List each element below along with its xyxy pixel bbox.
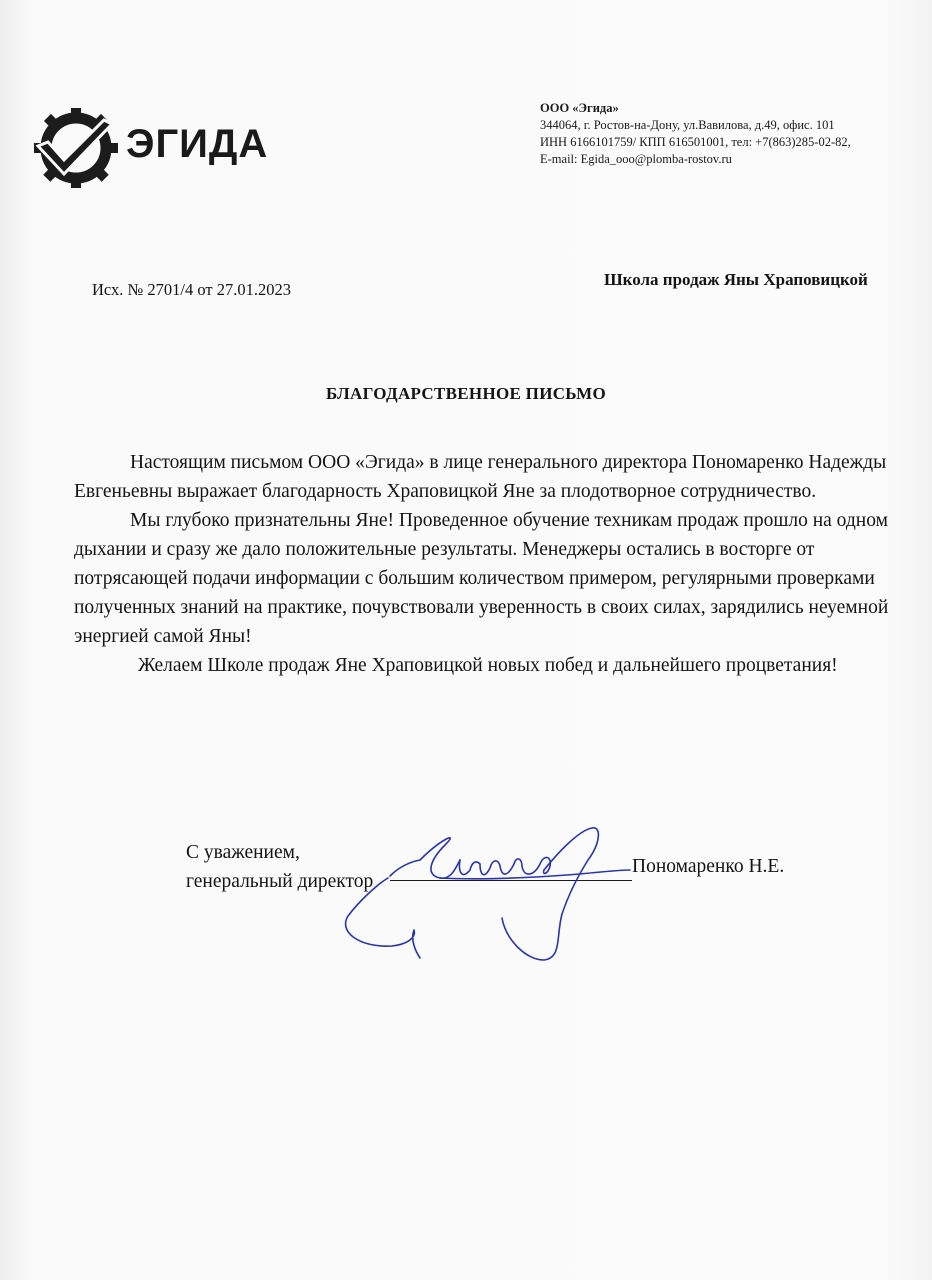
- signer-name: Пономаренко Н.Е.: [632, 856, 785, 877]
- addressee: Школа продаж Яны Храповицкой: [604, 270, 868, 289]
- company-logo: [34, 108, 294, 188]
- gear-check-icon: [34, 108, 124, 188]
- company-email: E-mail: Egida_ooo@plomba-rostov.ru: [540, 152, 732, 166]
- company-details: [540, 100, 920, 168]
- outgoing-number: Исх. № 2701/4 от 27.01.2023: [92, 280, 291, 299]
- paragraph-1: Настоящим письмом ООО «Эгида» в лице генерального директора Пономаренко Надежды Евгеньевны выражает благодарность Храповицкой Яне за плодотворное сотрудничество.: [74, 452, 887, 502]
- letter-body: [74, 448, 916, 680]
- letter-title: БЛАГОДАРСТВЕННОЕ ПИСЬМО: [325, 384, 607, 403]
- closing-regards: С уважением,: [186, 842, 300, 863]
- company-name: ООО «Эгида»: [540, 101, 619, 115]
- logo-wordmark: ЭГИДА: [126, 122, 269, 166]
- company-address: 344064, г. Ростов-на-Дону, ул.Вавилова, д.49, офис. 101: [540, 118, 835, 132]
- closing-position: генеральный директор: [186, 871, 374, 892]
- company-requisites: ИНН 6166101759/ КПП 616501001, тел: +7(863)285-02-82,: [540, 135, 851, 149]
- paragraph-2: Мы глубоко признательны Яне! Проведенное обучение техникам продаж прошло на одном дыхании и сразу же дало положительные результаты. Менеджеры остались в восторге от потрясающей подачи информации с большим количеством примером, регулярными проверками полученных знаний на практике, почувствовали уверенность в своих силах, зарядились неуемной энергией самой Яны!: [74, 510, 889, 647]
- paragraph-3: Желаем Школе продаж Яне Храповицкой новых побед и дальнейшего процветания!: [138, 655, 838, 676]
- handwritten-signature: [330, 800, 640, 980]
